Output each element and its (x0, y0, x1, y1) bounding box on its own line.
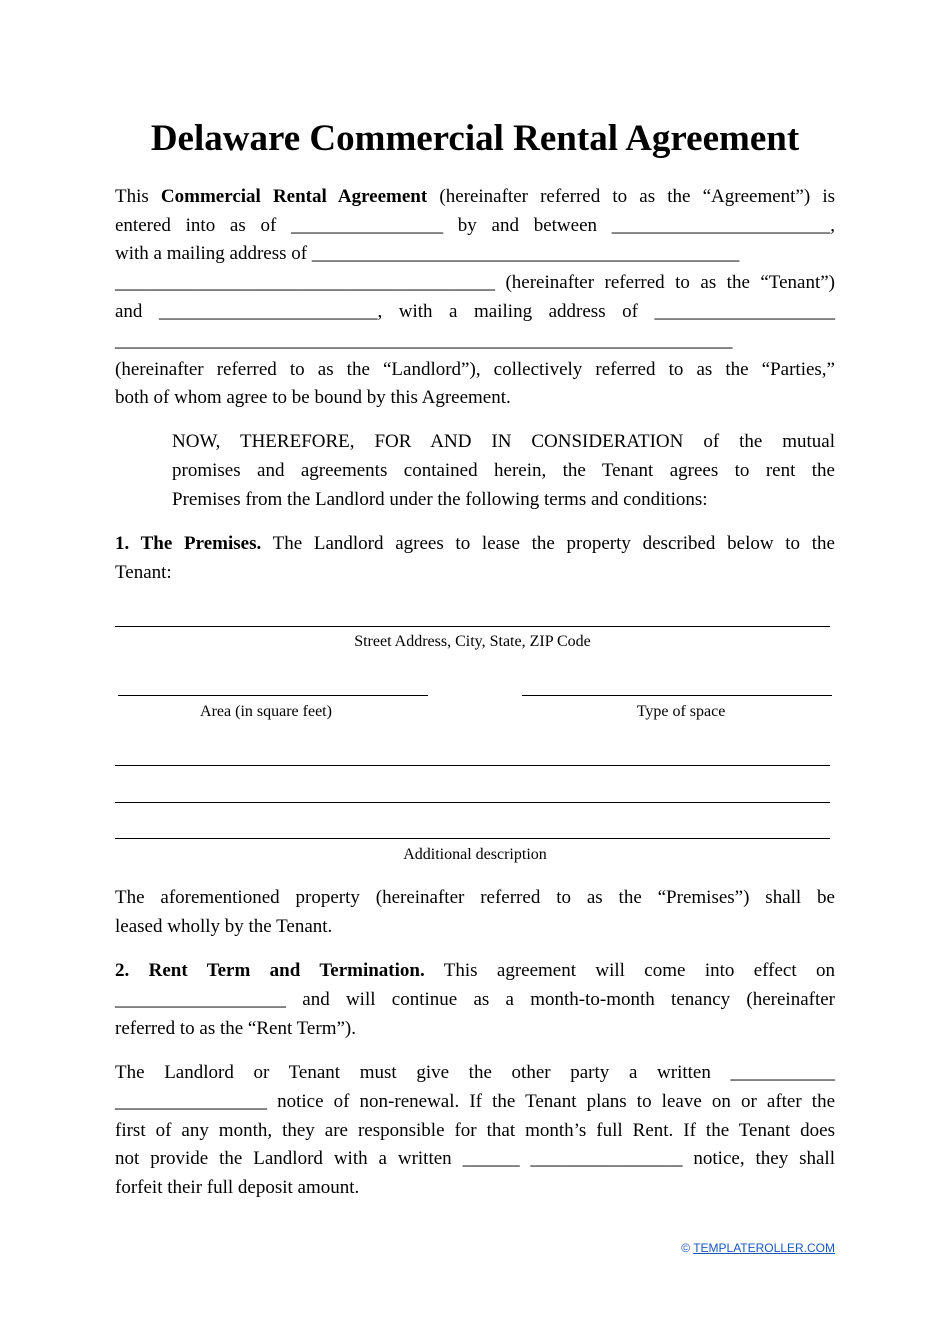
footer-credit: © TEMPLATEROLLER.COM (681, 1241, 835, 1255)
intro-line-7: (hereinafter referred to as the “Landlord”), collectively referred to as the “Parties,” (115, 359, 835, 380)
type-of-space-caption: Type of space (636, 703, 726, 720)
consideration-line-1: NOW, THEREFORE, FOR AND IN CONSIDERATION of the mutual (172, 431, 835, 452)
intro-line-3: with a mailing address of _____________________________________________ (115, 243, 740, 264)
section1-line-1: 1. The Premises. The Landlord agrees to lease the property described below to the (115, 533, 835, 554)
intro-line-1: This Commercial Rental Agreement (hereinafter referred to as the “Agreement”) is (115, 186, 836, 207)
section1-line-2: Tenant: (115, 562, 172, 583)
section2-line-3: referred to as the “Rent Term”). (115, 1018, 356, 1039)
address-blank[interactable] (115, 626, 830, 627)
description-blank-1[interactable] (115, 765, 830, 766)
document-title: Delaware Commercial Rental Agreement (150, 118, 800, 159)
notice-line-3: first of any month, they are responsible for that month’s full Rent. If the Tenant does (115, 1120, 835, 1141)
notice-line-1: The Landlord or Tenant must give the other party a written ___________ (115, 1062, 835, 1083)
notice-line-2: ________________ notice of non-renewal. If the Tenant plans to leave on or after the (115, 1091, 835, 1112)
premises-line-1: The aforementioned property (hereinafter referred to as the “Premises”) shall be (115, 887, 835, 908)
additional-description-caption: Additional description (403, 846, 547, 863)
consideration-line-2: promises and agreements contained herein, the Tenant agrees to rent the (172, 460, 835, 481)
agreement-name: Commercial Rental Agreement (160, 186, 428, 207)
intro-line-8: both of whom agree to be bound by this Agreement. (115, 387, 511, 408)
intro-line-5: and _______________________, with a mailing address of ___________________ (115, 301, 835, 322)
description-blank-2[interactable] (115, 802, 830, 803)
area-caption: Area (in square feet) (200, 703, 332, 720)
section2-heading: 2. Rent Term and Termination. (115, 960, 425, 981)
consideration-line-3: Premises from the Landlord under the following terms and conditions: (172, 489, 708, 510)
section2-line-1: 2. Rent Term and Termination. This agreement will come into effect on (115, 960, 836, 981)
intro-line-6: _________________________________________________________________ (115, 330, 733, 351)
premises-line-2: leased wholly by the Tenant. (115, 916, 333, 937)
notice-line-4: not provide the Landlord with a written ______ ________________ notice, they shall (115, 1148, 835, 1169)
templateroller-link[interactable]: TEMPLATEROLLER.COM (693, 1241, 835, 1255)
intro-line-4: ________________________________________ (hereinafter referred to as the “Tenant”) (115, 272, 835, 293)
intro-line-2: entered into as of ________________ by and between _______________________, (115, 215, 835, 236)
area-blank[interactable] (118, 695, 428, 696)
section1-heading: 1. The Premises. (115, 533, 262, 554)
address-caption: Street Address, City, State, ZIP Code (354, 633, 591, 650)
section2-line-2: __________________ and will continue as a month-to-month tenancy (hereinafter (115, 989, 835, 1010)
type-of-space-blank[interactable] (522, 695, 832, 696)
notice-line-5: forfeit their full deposit amount. (115, 1177, 360, 1198)
description-blank-3[interactable] (115, 838, 830, 839)
